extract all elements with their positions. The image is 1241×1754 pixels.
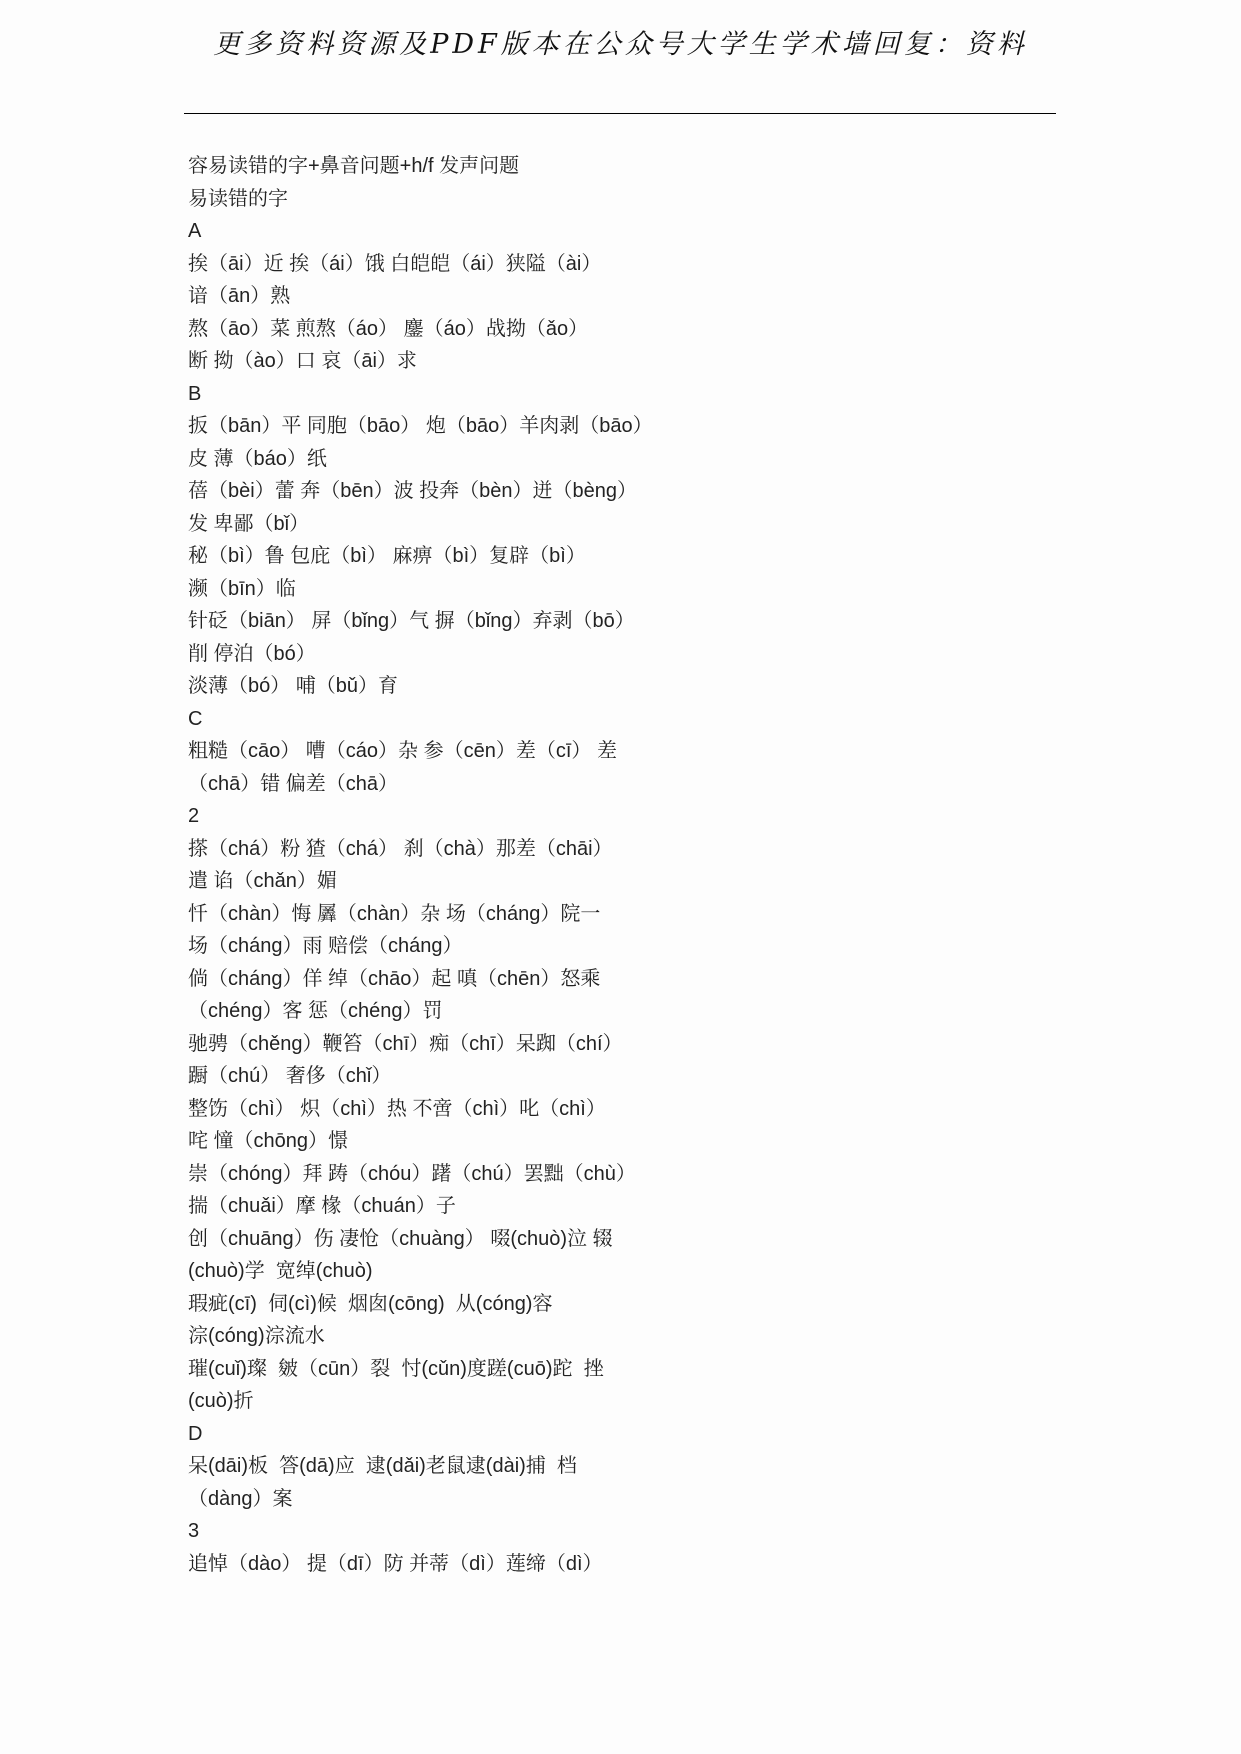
text-line: 创（chuāng）伤 凄怆（chuàng） 啜(chuò)泣 辍 — [188, 1227, 613, 1250]
page-number-3: 3 — [188, 1520, 200, 1542]
text-line: 淡薄（bó） 哺（bǔ）育 — [188, 675, 399, 697]
text-line: 蓓（bèi）蕾 奔（bēn）波 投奔（bèn）迸（bèng） — [188, 480, 638, 502]
text-line: 削 停泊（bó） — [188, 642, 316, 665]
document-title: 容易读错的字+鼻音问题+h/f 发声问题 — [188, 155, 520, 177]
text-line: 挨（āi）近 挨（ái）饿 白皑皑（ái）狭隘（ài） — [188, 252, 602, 275]
text-line: 皮 薄（báo）纸 — [188, 447, 327, 470]
page-number-2: 2 — [188, 805, 200, 827]
text-line: 遣 谄（chǎn）媚 — [188, 870, 337, 892]
text-line: 濒（bīn）临 — [188, 577, 296, 600]
text-line: 场（cháng）雨 赔偿（cháng） — [188, 935, 463, 957]
text-line: 瑕疵(cī) 伺(cì)候 烟囱(cōng) 从(cóng)容 — [188, 1292, 553, 1315]
document-subtitle: 易读错的字 — [188, 187, 288, 210]
text-line: 搽（chá）粉 猹（chá） 刹（chà）那差（chāi） — [188, 837, 613, 860]
text-line: （chéng）客 惩（chéng）罚 — [188, 1000, 443, 1022]
text-line: 咤 憧（chōng）憬 — [188, 1130, 349, 1152]
section-heading-b: B — [188, 382, 202, 405]
text-line: （chā）错 偏差（chā） — [188, 772, 399, 795]
text-line: (cuò)折 — [188, 1390, 254, 1412]
text-line: 揣（chuǎi）摩 椽（chuán）子 — [188, 1195, 456, 1217]
text-line: 粗糙（cāo） 嘈（cáo）杂 参（cēn）差（cī） 差 — [188, 740, 617, 762]
header-divider — [184, 113, 1056, 114]
text-line: 驰骋（chěng）鞭笞（chī）痴（chī）呆踟（chí） — [188, 1032, 623, 1055]
text-line: 呆(dāi)板 答(dā)应 逮(dǎi)老鼠逮(dài)捕 档 — [188, 1455, 577, 1477]
text-line: 整饬（chì） 炽（chì）热 不啻（chì）叱（chì） — [188, 1097, 606, 1120]
text-line: 忏（chàn）悔 羼（chàn）杂 场（cháng）院一 — [188, 902, 601, 925]
text-line: 蹰（chú） 奢侈（chǐ） — [188, 1065, 392, 1087]
text-line: 璀(cuǐ)璨 皴（cūn）裂 忖(cǔn)度蹉(cuō)跎 挫 — [188, 1357, 604, 1380]
text-line: 崇（chóng）拜 踌（chóu）躇（chú）罢黜（chù） — [188, 1162, 636, 1185]
text-line: （dàng）案 — [188, 1487, 293, 1510]
text-line: 发 卑鄙（bǐ） — [188, 512, 310, 535]
text-line: 熬（āo）菜 煎熬（áo） 鏖（áo）战拗（ǎo） — [188, 317, 589, 340]
text-line: 秘（bì）鲁 包庇（bì） 麻痹（bì）复辟（bì） — [188, 545, 586, 567]
section-heading-c: C — [188, 707, 203, 730]
text-line: 追悼（dào） 提（dī）防 并蒂（dì）莲缔（dì） — [188, 1552, 603, 1575]
page-header-banner: 更多资料资源及PDF版本在公众号大学生学术墙回复：资料 — [213, 29, 1028, 60]
text-line: (chuò)学 宽绰(chuò) — [188, 1260, 373, 1282]
text-line: 针砭（biān） 屏（bǐng）气 摒（bǐng）弃剥（bō） — [188, 610, 635, 632]
document-body — [188, 150, 908, 1580]
section-heading-a: A — [188, 220, 202, 242]
text-line: 倘（cháng）佯 绰（chāo）起 嗔（chēn）怒乘 — [188, 967, 601, 990]
section-heading-d: D — [188, 1422, 203, 1445]
text-line: 断 拗（ào）口 哀（āi）求 — [188, 350, 417, 372]
text-line: 扳（bān）平 同胞（bāo） 炮（bāo）羊肉剥（bāo） — [188, 415, 653, 437]
text-line: 谙（ān）熟 — [188, 285, 291, 307]
text-line: 淙(cóng)淙流水 — [188, 1325, 325, 1347]
